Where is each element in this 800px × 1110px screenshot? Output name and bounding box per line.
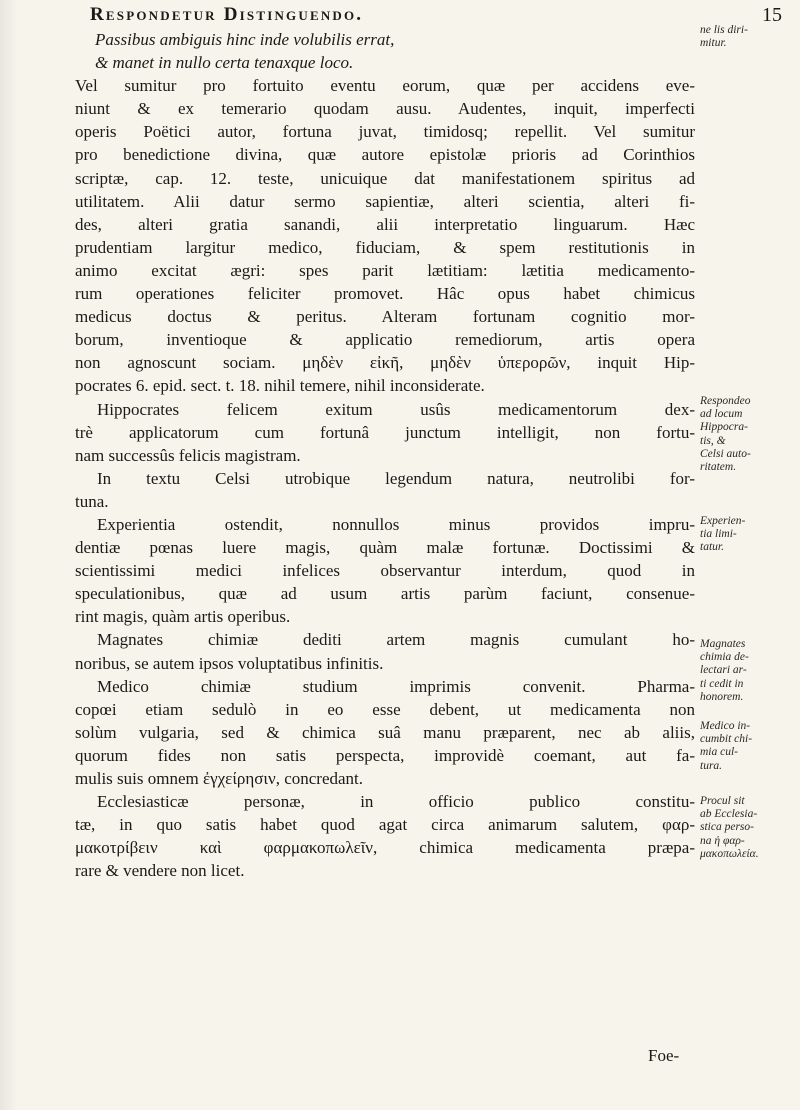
marginal-note-line: honorem. — [700, 690, 744, 703]
text-line: non agnoscunt sociam. μηδὲν εἰκῆ, μηδὲν ὑπερορῶν, inquit Hip- — [75, 353, 695, 373]
text-line: dentiæ pœnas luere magis, quàm malæ fortunæ. Doctissimi & — [75, 538, 695, 558]
marginal-note-line: chimia de- — [700, 651, 749, 664]
text-line: speculationibus, quæ ad usum artis parùm faciunt, consenue- — [75, 584, 695, 604]
marginal-note-line: mitur. — [700, 37, 727, 50]
marginal-note — [700, 795, 792, 861]
verse-line: & manet in nullo certa tenaxque loco. — [95, 53, 354, 73]
marginal-note-line: tatur. — [700, 541, 724, 554]
marginal-note — [700, 395, 792, 474]
marginal-note-line: stica perso- — [700, 821, 754, 834]
marginal-note-line: μακοπωλεία. — [700, 847, 759, 860]
text-line: operis Poëtici autor, fortuna juvat, timidosq; repellit. Vel sumitur — [75, 122, 695, 142]
text-line: mulis suis omnem ἐγχείρησιν, concredant. — [75, 769, 364, 788]
marginal-note — [700, 515, 792, 555]
page-number: 15 — [762, 4, 782, 26]
marginal-note-line: Respondeo — [700, 395, 751, 407]
text-line: nam successûs felicis magistram. — [75, 445, 301, 465]
text-line: Magnates chimiæ dediti artem magnis cumulant ho- — [97, 630, 695, 650]
text-line: rum operationes feliciter promovet. Hâc opus habet chimicus — [75, 284, 695, 304]
text-line: borum, inventioque & applicatio remediorum, artis opera — [75, 330, 695, 350]
marginal-note-line: Medico in- — [700, 720, 751, 732]
marginal-note-line: cumbit chi- — [700, 733, 753, 746]
text-line: Vel sumitur pro fortuito eventu eorum, quæ per accidens eve- — [75, 76, 695, 96]
text-line: pro benedictione divina, quæ autore epistolæ prioris ad Corinthios — [75, 145, 695, 165]
marginal-note-line: Hippocra- — [700, 421, 748, 434]
text-line: scientissimi medici infelices observantur interdum, quod in — [75, 561, 695, 581]
text-line: pocrates 6. epid. sect. t. 18. nihil temere, nihil inconsiderate. — [75, 376, 485, 396]
text-line: scriptæ, cap. 12. teste, unicuique dat manifestationem spiritus ad — [75, 168, 695, 188]
marginal-note — [700, 720, 792, 773]
body-text — [75, 28, 695, 882]
text-line: des, alteri gratia sanandi, alii interpretatio linguarum. Hæc — [75, 214, 695, 234]
running-head: Respondetur Distinguendo. — [90, 4, 364, 25]
marginal-note-line: na ἡ φαρ- — [700, 834, 745, 847]
page-header — [60, 2, 790, 30]
marginal-note-line: Procul sit — [700, 795, 745, 807]
text-line: rint magis, quàm artis operibus. — [75, 607, 291, 627]
marginal-note-line: ti cedit in — [700, 677, 744, 690]
marginal-note-line: tis, & — [700, 434, 726, 447]
catchword: Foe- — [648, 1046, 680, 1065]
marginal-note — [700, 24, 792, 50]
marginal-note-line: Magnates — [700, 638, 746, 650]
text-line: tuna. — [75, 491, 109, 511]
text-line: noribus, se autem ipsos voluptatibus infinitis. — [75, 653, 384, 673]
text-line: Experientia ostendit, nonnullos minus providos impru- — [97, 514, 695, 534]
gutter-shadow — [0, 0, 18, 1110]
marginal-note — [700, 638, 792, 704]
text-line: rare & vendere non licet. — [75, 861, 245, 881]
text-line: In textu Celsi utrobique legendum natura, neutrolibi for- — [97, 468, 695, 488]
verse-line: Passibus ambiguis hinc inde volubilis errat, — [95, 30, 395, 49]
text-line: animo excitat ægri: spes parit lætitiam: lætitia medicamento- — [75, 260, 695, 280]
text-line: niunt & ex temerario quodam ausu. Audentes, inquit, imperfecti — [75, 99, 695, 119]
text-line: utilitatem. Alii datur sermo sapientiæ, alteri scientia, alteri fi- — [75, 191, 695, 211]
marginal-note-line: lectari ar- — [700, 664, 747, 677]
marginal-note-line: tura. — [700, 759, 723, 772]
marginal-note-line: tia limi- — [700, 528, 737, 541]
marginal-note-line: ne lis diri- — [700, 24, 748, 36]
text-line: Hippocrates felicem exitum usûs medicamentorum dex- — [97, 399, 695, 419]
text-line: solùm vulgaria, sed & chimica suâ manu præparent, nec ab aliis, — [75, 722, 695, 742]
marginal-note-line: ab Ecclesia- — [700, 808, 758, 821]
text-line: copœi etiam sedulò in eo esse debent, ut medicamenta non — [75, 699, 695, 719]
marginal-note-line: Experien- — [700, 515, 746, 527]
marginal-note-line: mia cul- — [700, 746, 739, 759]
marginal-note-line: ritatem. — [700, 461, 737, 474]
marginal-note-line: Celsi auto- — [700, 447, 751, 460]
text-line: Medico chimiæ studium imprimis convenit. Pharma- — [97, 676, 695, 696]
text-line: μακοτρίβειν καὶ φαρμακοπωλεῖν, chimica medicamenta præpa- — [75, 838, 695, 858]
text-line: quorum fides non satis perspecta, improvidè coemant, aut fa- — [75, 745, 695, 765]
text-line: trè applicatorum cum fortunâ junctum intelligit, non fortu- — [75, 422, 695, 442]
marginal-note-line: ad locum — [700, 408, 743, 421]
text-line: medicus doctus & peritus. Alteram fortunam cognitio mor- — [75, 307, 695, 327]
text-line: tæ, in quo satis habet quod agat circa animarum salutem, φαρ- — [75, 815, 695, 835]
text-line: prudentiam largitur medico, fiduciam, & spem restitutionis in — [75, 237, 695, 257]
text-line: Ecclesiasticæ personæ, in officio publico constitu- — [97, 792, 695, 812]
